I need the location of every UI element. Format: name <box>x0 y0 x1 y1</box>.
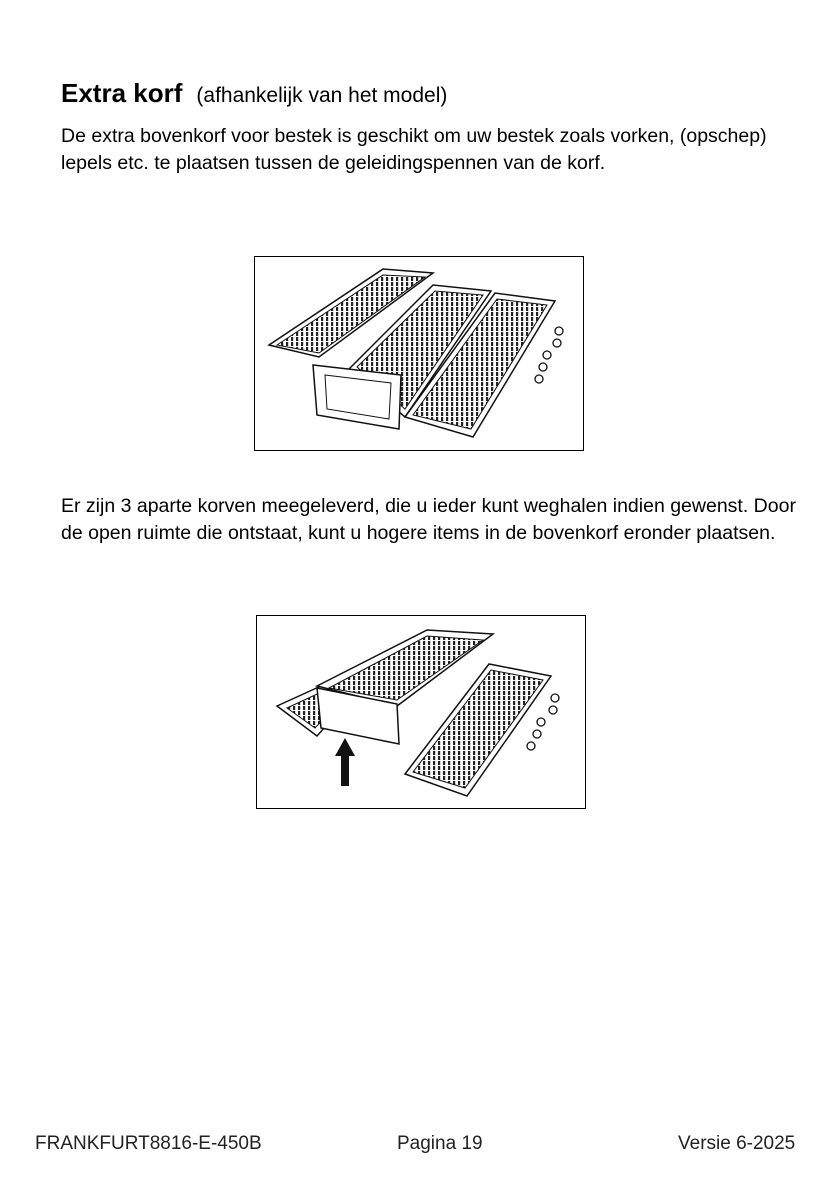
baskets-paragraph: Er zijn 3 aparte korven meegeleverd, die u ieder kunt weghalen indien gewenst. Door de open ruimte die ontstaat, kunt u hogere items in de bovenkorf eronder plaatsen. <box>61 495 796 544</box>
intro-paragraph: De extra bovenkorf voor bestek is geschikt om uw bestek zoals vorken, (opschep) lepels etc. te plaatsen tussen de geleidingspennen van de korf. <box>61 125 767 174</box>
footer-version: Versie 6-2025 <box>678 1133 796 1154</box>
section-heading <box>61 78 447 109</box>
section-title: Extra korf <box>61 78 183 108</box>
footer-page-number: Pagina 19 <box>397 1133 483 1154</box>
footer-model: FRANKFURT8816-E-450B <box>35 1133 262 1154</box>
cutlery-basket-illustration <box>254 256 584 451</box>
basket-removal-illustration <box>256 615 586 809</box>
section-subtitle: (afhankelijk van het model) <box>196 84 448 107</box>
